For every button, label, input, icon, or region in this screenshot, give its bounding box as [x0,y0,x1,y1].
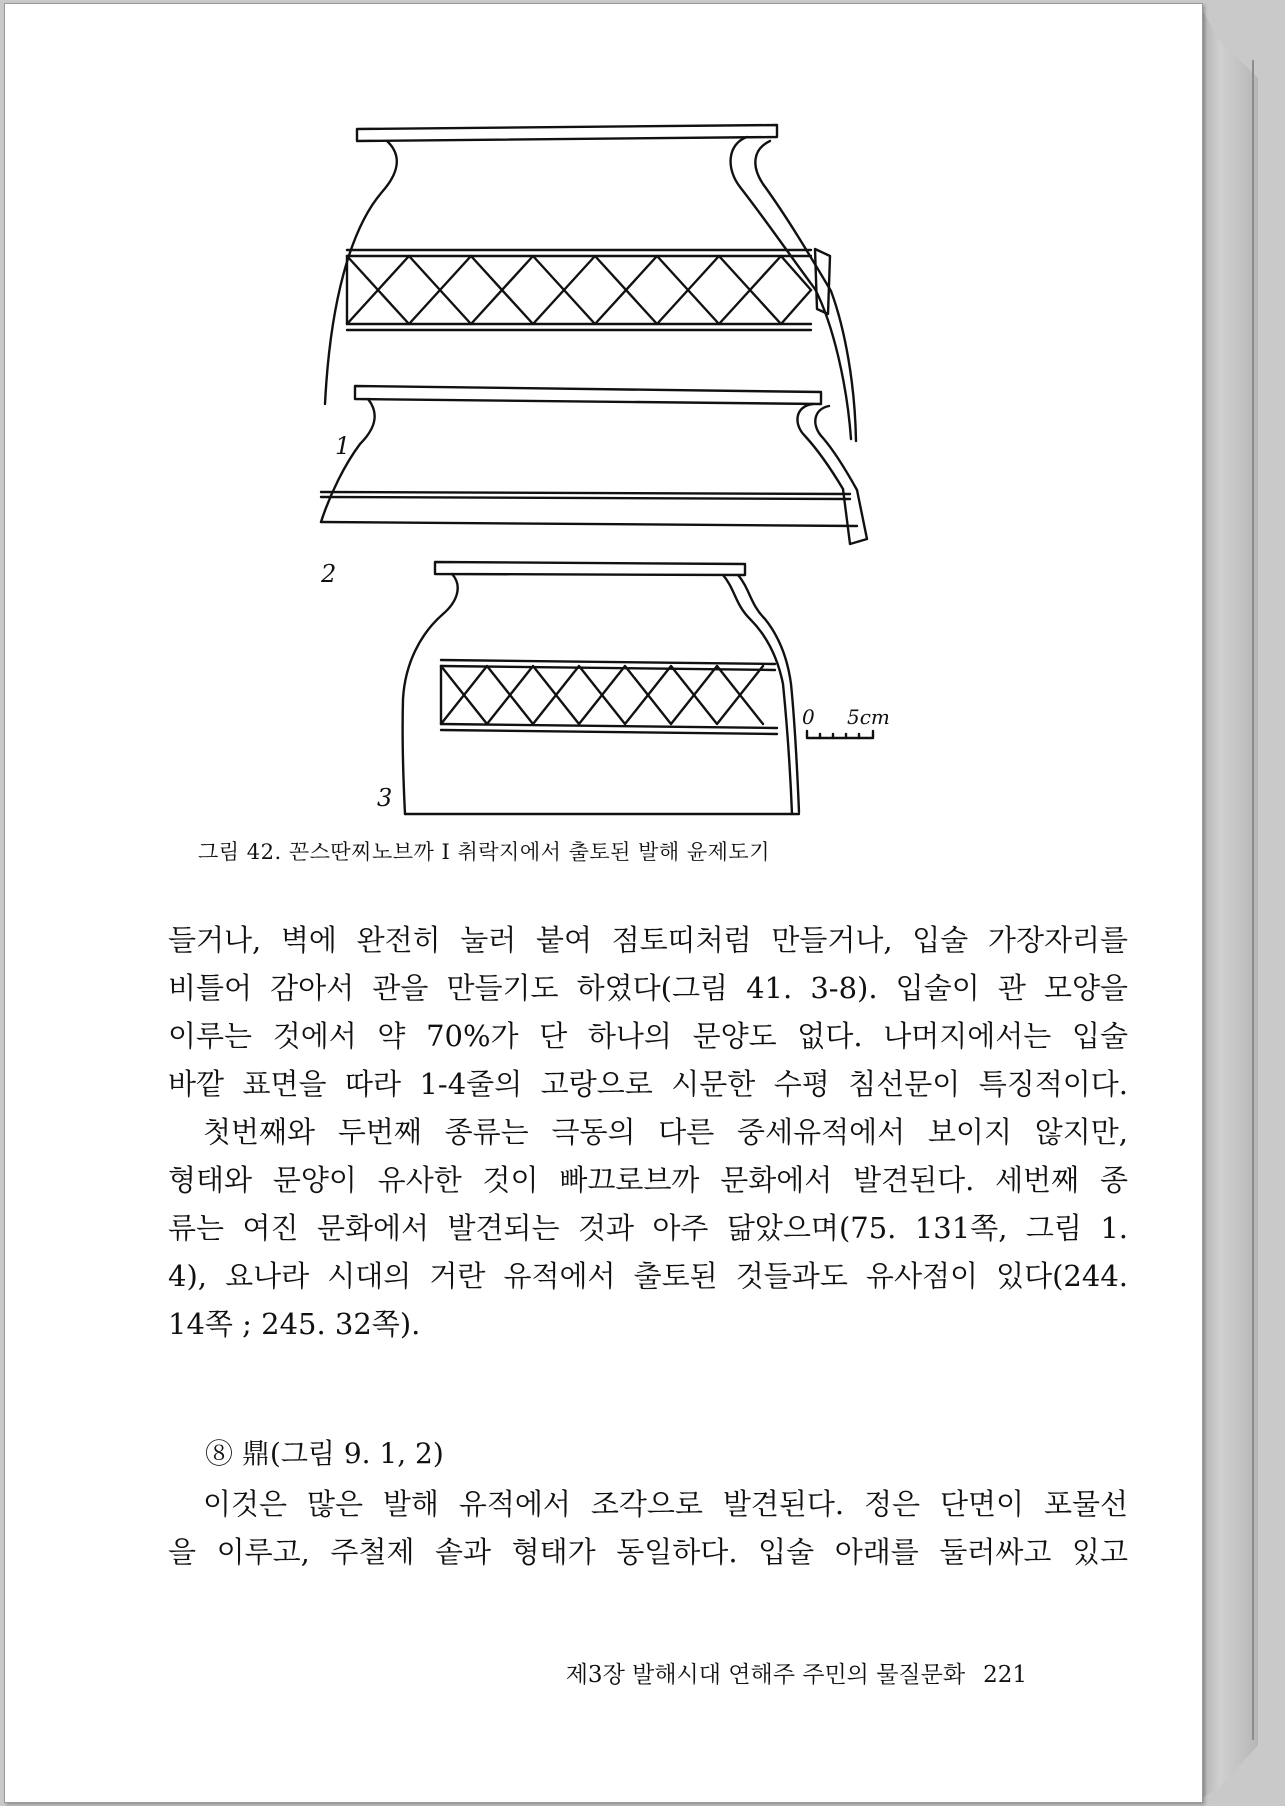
page-footer [566,1656,1027,1689]
text-line: 14쪽 ; 245. 32쪽). [168,1307,421,1341]
text-line: 이것은 많은 발해 유적에서 조각으로 발견된다. 정은 단면이 포물선 [203,1487,1128,1521]
vessel-3-label: 3 [377,784,393,812]
page-number: 221 [983,1662,1027,1688]
paragraph-2 [168,1108,1128,1300]
running-footer-chapter: 제3장 발해시대 연해주 주민의 물질문화 [565,1662,966,1688]
body-text-block [168,916,1128,1348]
paragraph-2-end [168,1300,1128,1348]
vessel-3-drawing [403,562,799,814]
paragraph-1 [168,916,1128,1108]
text-line: 류는 여진 문화에서 발견되는 것과 아주 닮았으며(75. 131쪽, 그림 1. [168,1211,1128,1245]
body-text-block-2 [168,1480,1128,1576]
section-heading: ⑧ 鼎(그림 9. 1, 2) [205,1437,444,1470]
vessel-1-label: 1 [335,432,351,460]
vessel-2-label: 2 [321,560,337,588]
text-line: 형태와 문양이 유사한 것이 빠끄로브까 문화에서 발견된다. 세번째 종 [168,1163,1128,1197]
page-edge-line [1252,60,1254,1740]
scale-zero-label: 0 [802,705,815,729]
text-line: 을 이루고, 주철제 솥과 형태가 동일하다. 입술 아래를 둘러싸고 있고 [168,1535,1128,1569]
text-line: 첫번째와 두번째 종류는 극동의 다른 중세유적에서 보이지 않지만, [203,1115,1128,1149]
text-line: 들거나, 벽에 완전히 눌러 붙여 점토띠처럼 만들거나, 입술 가장자리를 [168,923,1128,957]
text-line: 비틀어 감아서 관을 만들기도 하였다(그림 41. 3-8). 입술이 관 모양을 [168,971,1128,1005]
figure-caption: 그림 42. 꼰스딴찌노브까 I 취락지에서 출토된 발해 윤제도기 [198,840,770,864]
pottery-figure [5,4,1202,824]
book-page [4,3,1203,1803]
vessel-1-drawing [325,125,856,441]
text-line: 4), 요나라 시대의 거란 유적에서 출토된 것들과도 유사점이 있다(244. [168,1259,1128,1293]
text-line: 바깥 표면을 따라 1-4줄의 고랑으로 시문한 수평 침선문이 특징적이다. [168,1067,1128,1101]
paragraph-3 [168,1480,1128,1576]
scale-bar [807,731,873,738]
scale-unit-label: 5cm [847,705,890,729]
text-line: 이루는 것에서 약 70%가 단 하나의 문양도 없다. 나머지에서는 입술 [168,1019,1128,1053]
vessel-2-drawing [321,386,867,544]
book-page-stack-edge [1200,6,1258,1799]
